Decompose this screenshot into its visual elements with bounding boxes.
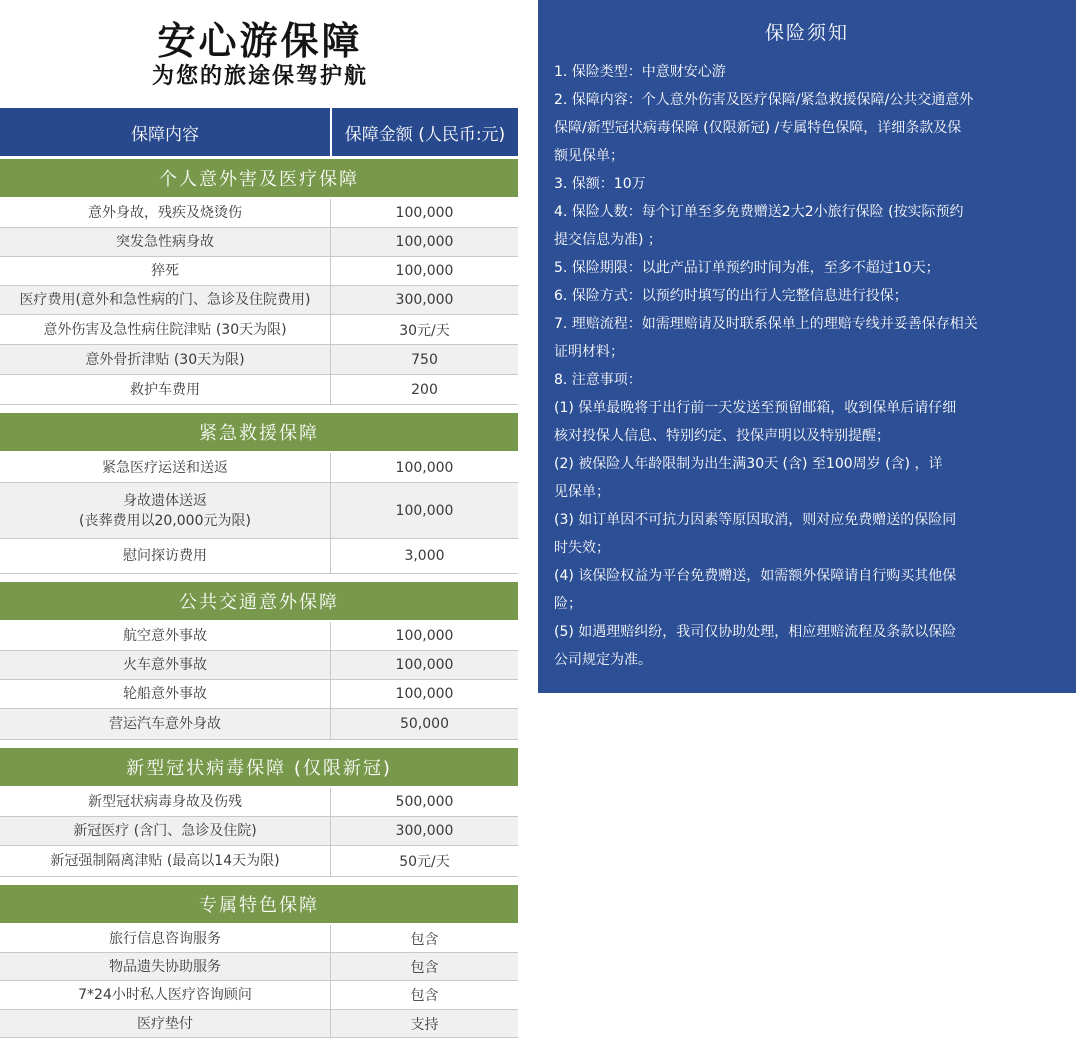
table-section bbox=[0, 413, 518, 574]
notice-line: 额见保单； bbox=[554, 148, 624, 164]
coverage-item: 医疗费用(意外和急性病的门、急诊及住院费用) bbox=[19, 292, 311, 308]
coverage-amount: 100,000 bbox=[395, 205, 454, 221]
table-row bbox=[0, 483, 518, 539]
coverage-item: 意外身故，残疾及烧烫伤 bbox=[88, 205, 242, 221]
table-section bbox=[0, 159, 518, 405]
coverage-amount: 100,000 bbox=[395, 628, 454, 644]
coverage-item: 新冠强制隔离津贴 (最高以14天为限) bbox=[50, 853, 280, 869]
table-row bbox=[0, 680, 518, 709]
coverage-item: 轮船意外事故 bbox=[123, 686, 207, 702]
notice-list bbox=[554, 58, 1060, 674]
coverage-item: 新冠医疗 (含门、急诊及住院) bbox=[73, 823, 257, 839]
coverage-item: 身故遗体送返 bbox=[123, 492, 207, 509]
coverage-item-cell bbox=[0, 539, 331, 573]
notice-line: 险； bbox=[554, 596, 582, 612]
column-header-amount: 保障金额 (人民币:元) bbox=[344, 124, 506, 145]
coverage-item-cell bbox=[0, 199, 331, 227]
coverage-amount: 300,000 bbox=[395, 292, 454, 308]
coverage-amount: 200 bbox=[411, 381, 438, 398]
coverage-item-cell bbox=[0, 483, 331, 538]
coverage-item: 旅行信息咨询服务 bbox=[109, 930, 221, 947]
table-row bbox=[0, 925, 518, 953]
table-row bbox=[0, 1010, 518, 1038]
table-row bbox=[0, 788, 518, 817]
section-title: 个人意外害及医疗保障 bbox=[0, 159, 518, 199]
coverage-item-cell bbox=[0, 817, 331, 845]
coverage-item-cell bbox=[0, 257, 331, 285]
coverage-item: 7*24小时私人医疗咨询顾问 bbox=[78, 987, 252, 1003]
notice-line: 1. 保险类型：中意财安心游 bbox=[554, 64, 726, 80]
table-row bbox=[0, 315, 518, 345]
header bbox=[0, 0, 520, 108]
coverage-item: 航空意外事故 bbox=[123, 628, 207, 644]
coverage-item: 慰问探访费用 bbox=[123, 548, 207, 564]
coverage-item: 新型冠状病毒身故及伤残 bbox=[88, 794, 242, 810]
notice-line: (2) 被保险人年龄限制为出生满30天 (含) 至100周岁 (含) ，详 bbox=[554, 456, 943, 472]
coverage-item-cell bbox=[0, 846, 331, 876]
table-row bbox=[0, 286, 518, 315]
coverage-item: 紧急医疗运送和送返 bbox=[102, 459, 228, 476]
section-title: 专属特色保障 bbox=[0, 885, 518, 925]
coverage-amount: 750 bbox=[411, 351, 438, 368]
coverage-item: 物品遗失协助服务 bbox=[109, 958, 221, 975]
notice-line: 公司规定为准。 bbox=[554, 652, 652, 668]
coverage-item-cell bbox=[0, 953, 331, 980]
coverage-item: 医疗垫付 bbox=[137, 1015, 193, 1032]
notice-line: 时失效； bbox=[554, 540, 610, 556]
table-row bbox=[0, 539, 518, 574]
table-section bbox=[0, 582, 518, 740]
notice-line: (1) 保单最晚将于出行前一天发送至预留邮箱，收到保单后请仔细 bbox=[554, 400, 957, 416]
notice-title: 保险须知 bbox=[764, 22, 849, 44]
coverage-item-cell bbox=[0, 981, 331, 1009]
table-row bbox=[0, 622, 518, 651]
coverage-amount: 100,000 bbox=[395, 234, 454, 250]
notice-line: 证明材料； bbox=[554, 344, 624, 360]
coverage-amount: 300,000 bbox=[395, 823, 454, 839]
coverage-item-cell bbox=[0, 651, 331, 679]
coverage-item: 营运汽车意外身故 bbox=[109, 716, 221, 732]
coverage-amount: 3,000 bbox=[404, 548, 445, 564]
table-row bbox=[0, 199, 518, 228]
notice-line: 2. 保障内容：个人意外伤害及医疗保障/紧急救援保障/公共交通意外 bbox=[554, 92, 974, 108]
coverage-item-cell bbox=[0, 286, 331, 314]
table-section bbox=[0, 748, 518, 877]
notice-line: 7. 理赔流程：如需理赔请及时联系保单上的理赔专线并妥善保存相关 bbox=[554, 316, 978, 332]
coverage-item-cell bbox=[0, 709, 331, 739]
coverage-item-cell bbox=[0, 925, 331, 952]
table-row bbox=[0, 228, 518, 257]
table-row bbox=[0, 953, 518, 981]
notice-line: (3) 如订单因不可抗力因素等原因取消，则对应免费赠送的保险同 bbox=[554, 512, 957, 528]
table-row bbox=[0, 453, 518, 483]
coverage-item: 突发急性病身故 bbox=[116, 234, 214, 250]
coverage-item-cell bbox=[0, 1010, 331, 1037]
notice-line: (4) 该保险权益为平台免费赠送，如需额外保障请自行购买其他保 bbox=[554, 568, 957, 584]
coverage-amount: 100,000 bbox=[395, 459, 454, 476]
coverage-item-cell bbox=[0, 375, 331, 404]
notice-line: 8. 注意事项： bbox=[554, 372, 642, 388]
notice-line: 3. 保额：10万 bbox=[554, 176, 646, 192]
table-row bbox=[0, 651, 518, 680]
coverage-amount: 100,000 bbox=[395, 502, 454, 519]
table-row bbox=[0, 817, 518, 846]
coverage-item-cell bbox=[0, 788, 331, 816]
coverage-item-cell bbox=[0, 315, 331, 344]
coverage-item: 猝死 bbox=[151, 263, 179, 279]
table-sections bbox=[0, 159, 518, 1038]
coverage-amount: 包含 bbox=[410, 959, 439, 976]
coverage-item: 意外骨折津贴 (30天为限) bbox=[85, 351, 245, 368]
notice-line: 提交信息为准) ； bbox=[554, 232, 662, 248]
notice-panel bbox=[538, 0, 1076, 693]
coverage-amount: 100,000 bbox=[395, 263, 454, 279]
section-title: 新型冠状病毒保障 (仅限新冠) bbox=[0, 748, 518, 788]
page-subtitle: 为您的旅途保驾护航 bbox=[151, 64, 368, 89]
coverage-amount: 30元/天 bbox=[399, 322, 450, 339]
coverage-item-note: (丧葬费用以20,000元为限) bbox=[79, 512, 251, 529]
coverage-amount: 50元/天 bbox=[399, 854, 450, 870]
column-header-content: 保障内容 bbox=[0, 108, 332, 156]
coverage-amount: 50,000 bbox=[400, 716, 449, 732]
coverage-amount: 包含 bbox=[410, 988, 439, 1004]
coverage-amount: 500,000 bbox=[395, 794, 454, 810]
table-header bbox=[0, 108, 518, 159]
coverage-amount: 支持 bbox=[410, 1016, 439, 1033]
table-row bbox=[0, 846, 518, 877]
notice-line: 见保单； bbox=[554, 484, 610, 500]
table-section bbox=[0, 885, 518, 1038]
coverage-item-cell bbox=[0, 345, 331, 374]
table-row bbox=[0, 257, 518, 286]
notice-line: 保障/新型冠状病毒保障 (仅限新冠) /专属特色保障，详细条款及保 bbox=[554, 120, 962, 136]
coverage-item: 救护车费用 bbox=[130, 381, 200, 398]
coverage-amount: 100,000 bbox=[395, 657, 454, 673]
table-row bbox=[0, 981, 518, 1010]
notice-line: (5) 如遇理赔纠纷，我司仅协助处理，相应理赔流程及条款以保险 bbox=[554, 624, 957, 640]
coverage-item: 意外伤害及急性病住院津贴 (30天为限) bbox=[43, 321, 287, 338]
table-row bbox=[0, 709, 518, 740]
notice-line: 4. 保险人数：每个订单至多免费赠送2大2小旅行保险 (按实际预约 bbox=[554, 204, 964, 220]
section-title: 公共交通意外保障 bbox=[0, 582, 518, 622]
coverage-item-cell bbox=[0, 453, 331, 482]
coverage-item-cell bbox=[0, 680, 331, 708]
coverage-amount: 100,000 bbox=[395, 686, 454, 702]
table-row bbox=[0, 375, 518, 405]
notice-line: 核对投保人信息、特别约定、投保声明以及特别提醒； bbox=[554, 428, 890, 444]
page-title: 安心游保障 bbox=[157, 19, 363, 63]
coverage-item-cell bbox=[0, 622, 331, 650]
table-row bbox=[0, 345, 518, 375]
notice-line: 5. 保险期限：以此产品订单预约时间为准，至多不超过10天； bbox=[554, 260, 940, 276]
section-title: 紧急救援保障 bbox=[0, 413, 518, 453]
notice-line: 6. 保险方式：以预约时填写的出行人完整信息进行投保； bbox=[554, 288, 908, 304]
coverage-item: 火车意外事故 bbox=[123, 657, 207, 673]
coverage-amount: 包含 bbox=[410, 931, 439, 948]
coverage-item-cell bbox=[0, 228, 331, 256]
coverage-table bbox=[0, 108, 518, 1038]
